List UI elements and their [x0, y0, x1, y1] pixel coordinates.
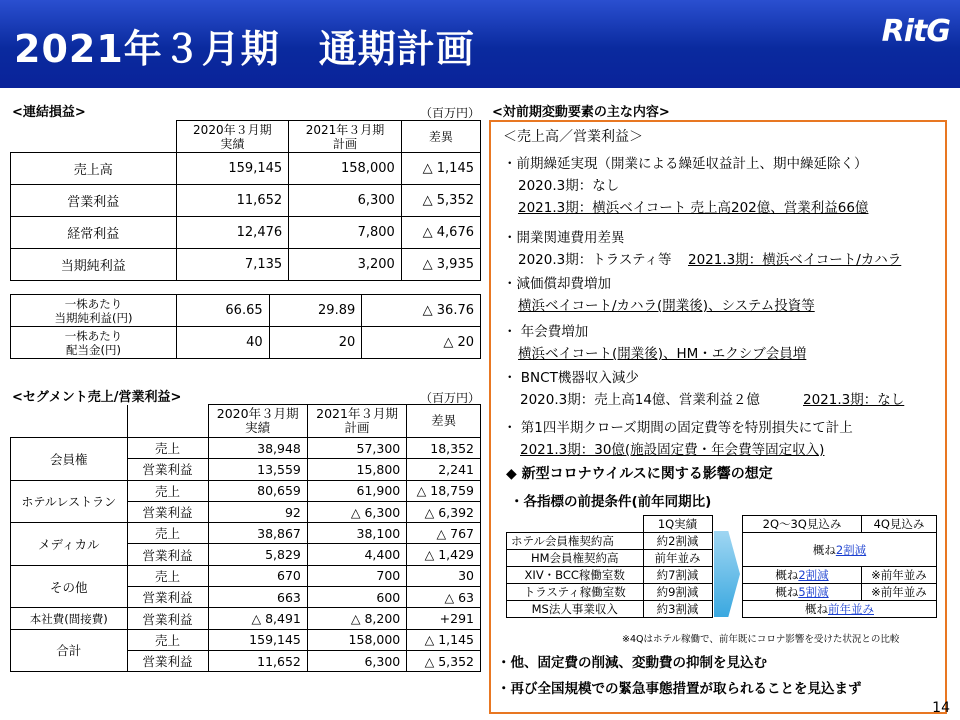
row-type: 売上	[127, 480, 208, 501]
table-row	[11, 608, 481, 629]
table-row	[11, 217, 481, 249]
item-text: ・減価償却費増加	[503, 276, 611, 292]
table-row	[11, 185, 481, 217]
segment-name: 本社費(間接費)	[11, 608, 128, 629]
cell: 6,300	[307, 650, 406, 671]
page-number: 14	[932, 700, 950, 716]
segment-unit: （百万円）	[420, 391, 481, 405]
item-text: 横浜ベイコート/カハラ(開業後)、システム投資等	[518, 298, 815, 314]
company-logo: RitG	[881, 14, 950, 49]
cell: △ 18,759	[407, 480, 481, 501]
table-row	[11, 295, 481, 327]
cell: 7,135	[176, 249, 289, 281]
col-q4: 4Q見込み	[862, 516, 937, 533]
col-prev: 2020年３月期 実績	[208, 405, 307, 438]
pl-unit: （百万円）	[420, 106, 481, 120]
item-text: ・前期繰延実現（開業による繰延収益計上、期中繰延除く）	[503, 156, 868, 172]
cell: 2,241	[407, 459, 481, 480]
cell: △ 6,300	[307, 501, 406, 522]
table-row	[11, 249, 481, 281]
indicator-table	[506, 515, 713, 618]
table-row	[743, 567, 937, 584]
item-text: 2021.3期：横浜ベイコート/カハラ	[688, 252, 902, 268]
cell: 前年並み	[643, 550, 712, 567]
row-name: XIV・BCC稼働室数	[507, 567, 644, 584]
cell: △ 5,352	[401, 185, 480, 217]
cell: 30	[407, 565, 481, 586]
row-name: 経常利益	[11, 217, 177, 249]
cell: 概ね2割減	[743, 533, 937, 567]
table-row	[507, 550, 713, 567]
cell: 約9割減	[643, 584, 712, 601]
pl-section-label: <連結損益>	[12, 105, 86, 120]
item-text: ・他、固定費の削減、変動費の抑制を見込む	[497, 655, 767, 671]
cell: △ 1,429	[407, 544, 481, 565]
table-row	[507, 601, 713, 618]
item-text: 2021.3期：横浜ベイコート 売上高202億、営業利益66億	[518, 200, 869, 216]
item-text: ・ 年会費増加	[503, 324, 589, 340]
item-text: 2020.3期：トラスティ等	[518, 252, 672, 268]
col-diff: 差異	[407, 405, 481, 438]
cell: 61,900	[307, 480, 406, 501]
row-type: 営業利益	[127, 650, 208, 671]
row-type: 売上	[127, 565, 208, 586]
cell: 38,100	[307, 523, 406, 544]
row-type: 営業利益	[127, 459, 208, 480]
cell: 15,800	[307, 459, 406, 480]
item-text: 2021.3期：30億(施設固定費・年会費等固定収入)	[520, 442, 825, 458]
row-name: 一株あたり 配当金(円)	[11, 327, 177, 359]
row-type: 営業利益	[127, 587, 208, 608]
cell: 20	[269, 327, 362, 359]
row-type: 売上	[127, 438, 208, 459]
segment-name: その他	[11, 565, 128, 608]
cell: 約3割減	[643, 601, 712, 618]
cell: ※前年並み	[862, 567, 937, 584]
pershare-table	[10, 294, 481, 359]
table-row	[11, 153, 481, 185]
cell: 12,476	[176, 217, 289, 249]
table-row	[11, 480, 481, 501]
col-q1: 1Q実績	[643, 516, 712, 533]
cell: 159,145	[176, 153, 289, 185]
row-type: 売上	[127, 523, 208, 544]
cell: 3,200	[289, 249, 402, 281]
cell: 18,352	[407, 438, 481, 459]
cell: 5,829	[208, 544, 307, 565]
cell: △ 3,935	[401, 249, 480, 281]
table-row	[507, 567, 713, 584]
table-row	[11, 523, 481, 544]
table-row	[11, 565, 481, 586]
cell: 57,300	[307, 438, 406, 459]
cell: △ 20	[362, 327, 481, 359]
cell: 6,300	[289, 185, 402, 217]
cell: △ 1,145	[401, 153, 480, 185]
table-row	[11, 327, 481, 359]
item-text: 横浜ベイコート(開業後)、HM・エクシブ会員増	[518, 346, 807, 362]
segment-name: 会員権	[11, 438, 128, 481]
item-text: ・ BNCT機器収入減少	[503, 370, 639, 386]
cell: 158,000	[307, 629, 406, 650]
table-row	[743, 601, 937, 618]
cell: 概ね2割減	[743, 567, 862, 584]
cell: △ 5,352	[407, 650, 481, 671]
cell: 4,400	[307, 544, 406, 565]
cell: △ 6,392	[407, 501, 481, 522]
table-row	[743, 516, 937, 533]
row-name: HM会員権契約高	[507, 550, 644, 567]
cell: 約7割減	[643, 567, 712, 584]
pl-table	[10, 120, 481, 281]
table-row	[11, 405, 481, 438]
cell: △ 1,145	[407, 629, 481, 650]
item-text: ・再び全国規模での緊急事態措置が取られることを見込まず	[497, 681, 862, 697]
segment-name: メディカル	[11, 523, 128, 566]
item-text: 2020.3期：売上高14億、営業利益２億	[520, 392, 760, 408]
cell: 29.89	[269, 295, 362, 327]
row-name: 営業利益	[11, 185, 177, 217]
cell: 7,800	[289, 217, 402, 249]
cell: △ 8,200	[307, 608, 406, 629]
cell: 159,145	[208, 629, 307, 650]
segment-table	[10, 404, 481, 672]
segment-name: 合計	[11, 629, 128, 672]
cell: ※前年並み	[862, 584, 937, 601]
col-prev: 2020年３月期 実績	[176, 121, 289, 153]
panel-subtitle: ＜売上高／営業利益＞	[503, 129, 643, 145]
table-row	[11, 121, 481, 153]
table-row	[743, 584, 937, 601]
row-name: トラスティ稼働室数	[507, 584, 644, 601]
cell: 11,652	[208, 650, 307, 671]
table-row	[11, 438, 481, 459]
item-text: ・ 第1四半期クローズ期間の固定費等を特別損失にて計上	[503, 420, 853, 436]
table-row	[507, 533, 713, 550]
cell: 40	[177, 327, 270, 359]
cell: 概ね5割減	[743, 584, 862, 601]
item-text: 2021.3期：なし	[803, 392, 905, 408]
cell: △ 8,491	[208, 608, 307, 629]
cell: 92	[208, 501, 307, 522]
row-name: MS法人事業収入	[507, 601, 644, 618]
cell: 約2割減	[643, 533, 712, 550]
col-plan: 2021年３月期 計画	[307, 405, 406, 438]
cell: +291	[407, 608, 481, 629]
panel-label: <対前期変動要素の主な内容>	[492, 105, 670, 120]
cell: 13,559	[208, 459, 307, 480]
cell: 38,948	[208, 438, 307, 459]
row-type: 売上	[127, 629, 208, 650]
cell: 663	[208, 587, 307, 608]
footnote: ※4Qはホテル稼働で、前年既にコロナ影響を受けた状況との比較	[622, 634, 900, 645]
corona-heading: ◆ 新型コロナウイルスに関する影響の想定	[506, 466, 773, 482]
row-name: 当期純利益	[11, 249, 177, 281]
cell: 11,652	[176, 185, 289, 217]
segment-section-label: <セグメント売上/営業利益>	[12, 390, 182, 405]
cell: 600	[307, 587, 406, 608]
table-row	[507, 584, 713, 601]
cell: △ 36.76	[362, 295, 481, 327]
item-text: ・開業関連費用差異	[503, 230, 625, 246]
cell: 158,000	[289, 153, 402, 185]
row-name: 一株あたり 当期純利益(円)	[11, 295, 177, 327]
forecast-table	[742, 515, 937, 618]
row-name: ホテル会員権契約高	[507, 533, 644, 550]
col-plan: 2021年３月期 計画	[289, 121, 402, 153]
cell: △ 4,676	[401, 217, 480, 249]
row-type: 営業利益	[127, 608, 208, 629]
cell: △ 63	[407, 587, 481, 608]
segment-name: ホテルレストラン	[11, 480, 128, 523]
col-q2q3: 2Q～3Q見込み	[743, 516, 862, 533]
cell: 38,867	[208, 523, 307, 544]
item-text: 2020.3期：なし	[518, 178, 620, 194]
cell: 66.65	[177, 295, 270, 327]
cell: △ 767	[407, 523, 481, 544]
page-title: 2021年３月期 通期計画	[14, 27, 475, 71]
header-bar	[0, 0, 960, 88]
row-name: 売上高	[11, 153, 177, 185]
col-diff: 差異	[401, 121, 480, 153]
assumptions-heading: ・各指標の前提条件(前年同期比)	[510, 494, 712, 510]
row-type: 営業利益	[127, 544, 208, 565]
table-row	[507, 516, 713, 533]
cell: 700	[307, 565, 406, 586]
cell: 概ね前年並み	[743, 601, 937, 618]
cell: 80,659	[208, 480, 307, 501]
table-row	[11, 629, 481, 650]
cell: 670	[208, 565, 307, 586]
row-type: 営業利益	[127, 501, 208, 522]
